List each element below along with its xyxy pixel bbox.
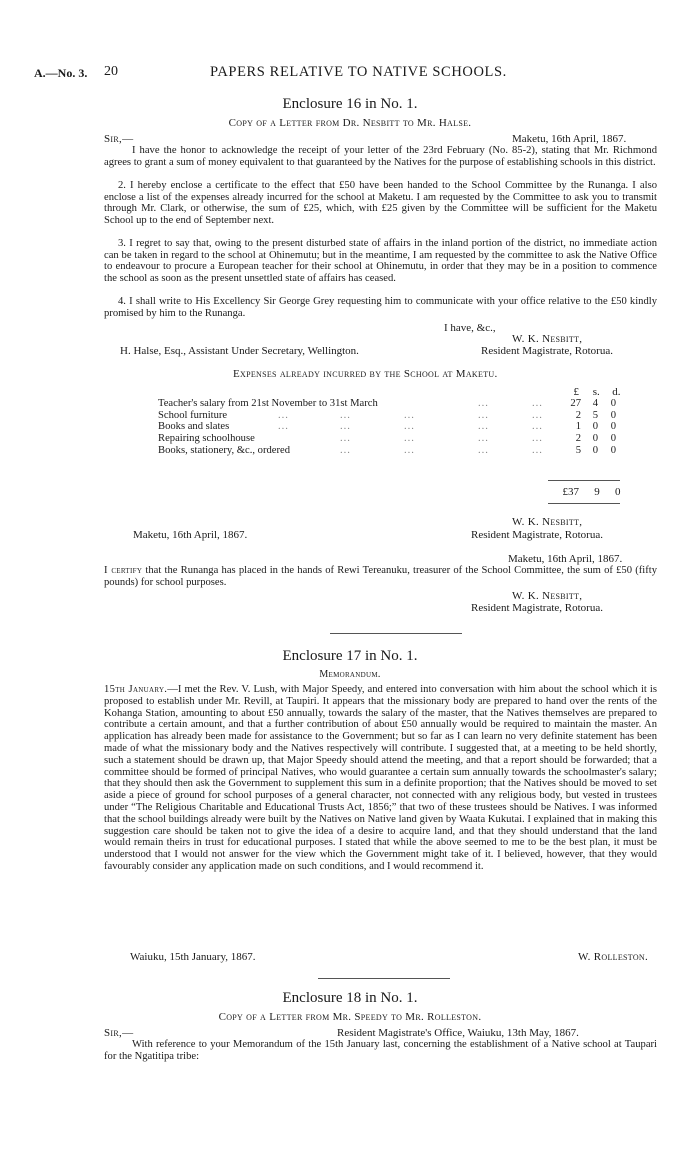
section-divider-1 (330, 633, 462, 634)
expenses-currency-header (558, 386, 621, 398)
expense-shillings: 0 (592, 421, 598, 433)
header-pence: d. (612, 386, 621, 398)
enclosure-16-place-date: Maketu, 16th April, 1867. (512, 133, 627, 145)
enclosure-16-closing: I have, &c., (444, 322, 496, 334)
expense-shillings: 5 (592, 409, 598, 421)
expense-shillings: 0 (592, 444, 598, 456)
total-pence: 0 (615, 486, 621, 498)
expense-label: School furniture (158, 409, 228, 421)
document-reference: A.—No. 3. (34, 66, 88, 80)
total-shillings: 9 (594, 486, 600, 498)
expense-row: Teacher's salary from 21st November to 31st March ... ... 27 4 0 (158, 398, 616, 409)
enclosure-16-paragraph-1: I have the honor to acknowledge the receipt of your letter of the 23rd February (No. 85-2), stating that Mr. Richmond agrees to grant a sum of money equivalent to that guaranteed by the Natives for the purpose of establishing schools in this district. (104, 145, 657, 168)
enclosure-16-signature: W. K. Nesbitt, (512, 333, 583, 345)
expense-row: School furniture ... ... ... ... ... 2 5 0 (158, 409, 616, 421)
enclosure-17-memorandum: 15th January.—I met the Rev. V. Lush, with Major Speedy, and entered into conversation with him about the school which it is proposed to establish under Mr. Revill, at Taupiri. It appears that the missionary body are prepared to hand over the rents of the Kohanga Station, amounting to about £50 annually, towards the salary of the master, that the Natives themselves are prepared to contribute a certain amount, and that a further contribution of about £50 annually would be required to maintain the master. An application has already been made for assistance to the Government; but so far as I can learn no very definite statement has been made of what the missionary body and the Natives respectively will contribute. I suggested that, at a meeting to be held shortly, such a statement should be drawn up, that Major Speedy should attend the meeting, and that a report should be forwarded; that a committee should be formed of principal Natives, who would guarantee a certain sum annually towards the schoolmaster's salary; that they should then ask the Government to supplement this sum in a definite proportion; that the Natives should be moved to set aside a piece of ground for school purposes of a general character, not connected with any religious body, but vested in trustees under “The Religious Charitable and Educational Trusts Act, 1856;” that two of these trustees should be Natives. I was informed that the school buildings already were built by the Natives on Native land given by Waata Kukutai. I explained that in making this suggestion care should be taken not to give the idea of a desire to acquire land, and that they should understand that the land would remain theirs in trust for educational purposes. I stated that while the above seemed to me to be the best plan, it must be understood that I would not answer for the view which the Government might take of it. I believed, however, that they would favourably consider any application made on such conditions, and I would recommend it. (104, 684, 657, 872)
enclosure-17-subheading: Memorandum. (319, 669, 381, 680)
total-pounds: £37 (562, 486, 579, 498)
certificate-place-date: Maketu, 16th April, 1867. (508, 553, 623, 565)
enclosure-16-paragraph-3: 3. I regret to say that, owing to the present disturbed state of affairs in the inland portion of the district, no immediate action can be taken in regard to the school at Ohinemutu; but in the meantime, I am requested by the committee to ask the Native Office to endeavour to procure a European teacher for their school at Ohinemutu, in order that they may be in a position to commence the school as soon as the present unsettled state of affairs has ceased. (104, 238, 657, 285)
expense-label: Books and slates (158, 421, 230, 433)
expense-pence: 0 (610, 433, 616, 445)
certificate-signature-title: Resident Magistrate, Rotorua. (471, 602, 603, 614)
enclosure-18-text: With reference to your Memorandum of the 15th January last, concerning the establishment of a Native school at Taupari for the Ngatitipa tribe: (104, 1039, 657, 1062)
expense-pounds: 1 (575, 421, 581, 433)
expenses-subtotal-rule (548, 480, 620, 481)
expense-row: Books, stationery, &c., ordered ... ... ... ... 5 0 0 (158, 444, 616, 456)
certificate-text: I certify that the Runanga has placed in the hands of Rewi Tereanuku, treasurer of the School Committee, the sum of £50 (fifty pounds) for school purposes. (104, 565, 657, 588)
enclosure-18-subheading: Copy of a Letter from Mr. Speedy to Mr. Rolleston. (218, 1011, 482, 1023)
enclosure-16-paragraph-4: 4. I shall write to His Excellency Sir George Grey requesting him to communicate with your office relative to the £50 kindly promised by him to the Runanga. (104, 296, 657, 319)
enclosure-18-heading: Enclosure 18 in No. 1. (282, 990, 418, 1006)
expense-shillings: 4 (592, 398, 598, 409)
page-title: PAPERS RELATIVE TO NATIVE SCHOOLS. (210, 64, 507, 80)
expense-pence: 0 (610, 398, 616, 409)
certificate-signature: W. K. Nesbitt, (512, 590, 583, 602)
enclosure-17-signature: W. Rolleston. (578, 951, 649, 963)
header-shillings: s. (592, 386, 600, 398)
expense-pence: 0 (610, 409, 616, 421)
expenses-table (158, 398, 628, 456)
enclosure-16-salutation: Sir,— (104, 133, 134, 145)
expense-pounds: 5 (575, 444, 581, 456)
expense-row: Books and slates ... ... ... ... ... 1 0 0 (158, 421, 616, 433)
expense-pounds: 2 (575, 433, 581, 445)
header-pounds: £ (573, 386, 579, 398)
expenses-total (548, 486, 621, 498)
expenses-total-rule (548, 503, 620, 504)
enclosure-16-heading: Enclosure 16 in No. 1. (282, 96, 418, 112)
enclosure-17-place-date: Waiuku, 15th January, 1867. (130, 951, 256, 963)
expenses-place-date: Maketu, 16th April, 1867. (133, 529, 248, 541)
expense-pence: 0 (610, 444, 616, 456)
enclosure-16-signature-title: Resident Magistrate, Rotorua. (481, 345, 613, 357)
expense-label: Repairing schoolhouse (158, 433, 255, 445)
certificate-lead: I certify (104, 565, 143, 576)
page-number: 20 (104, 64, 118, 79)
enclosure-16-paragraph-2: 2. I hereby enclose a certificate to the effect that £50 have been handed to the School Committee by the Runanga. I also enclose a list of the expenses already incurred for the school at Maketu. I am requested by the Committee to ask you to transmit through Mr. Clark, or otherwise, the sum of £25, which, with £25 given by the Committee will be sufficient for the Maketu School up to the end of September next. (104, 180, 657, 227)
enclosure-16-addressee: H. Halse, Esq., Assistant Under Secretary, Wellington. (120, 345, 359, 357)
expense-shillings: 0 (592, 433, 598, 445)
expense-pence: 0 (610, 421, 616, 433)
enclosure-18-place-date: Resident Magistrate's Office, Waiuku, 13th May, 1867. (337, 1027, 579, 1039)
expense-row: Repairing schoolhouse ... ... ... ... 2 0 0 (158, 433, 616, 445)
enclosure-16-subheading: Copy of a Letter from Dr. Nesbitt to Mr. Halse. (228, 117, 472, 129)
expenses-heading: Expenses already incurred by the School at Maketu. (233, 368, 498, 380)
expense-label: Books, stationery, &c., ordered (158, 444, 290, 456)
expense-pounds: 2 (575, 409, 581, 421)
section-divider-2 (318, 978, 450, 979)
expenses-signature-title: Resident Magistrate, Rotorua. (471, 529, 603, 541)
expenses-signature: W. K. Nesbitt, (512, 516, 583, 528)
enclosure-17-lead: 15th January. (104, 684, 168, 695)
enclosure-18-salutation: Sir,— (104, 1027, 134, 1039)
enclosure-17-heading: Enclosure 17 in No. 1. (282, 648, 418, 664)
expense-label: Teacher's salary from 21st November to 31st March (158, 398, 378, 409)
expense-pounds: 27 (570, 398, 581, 409)
